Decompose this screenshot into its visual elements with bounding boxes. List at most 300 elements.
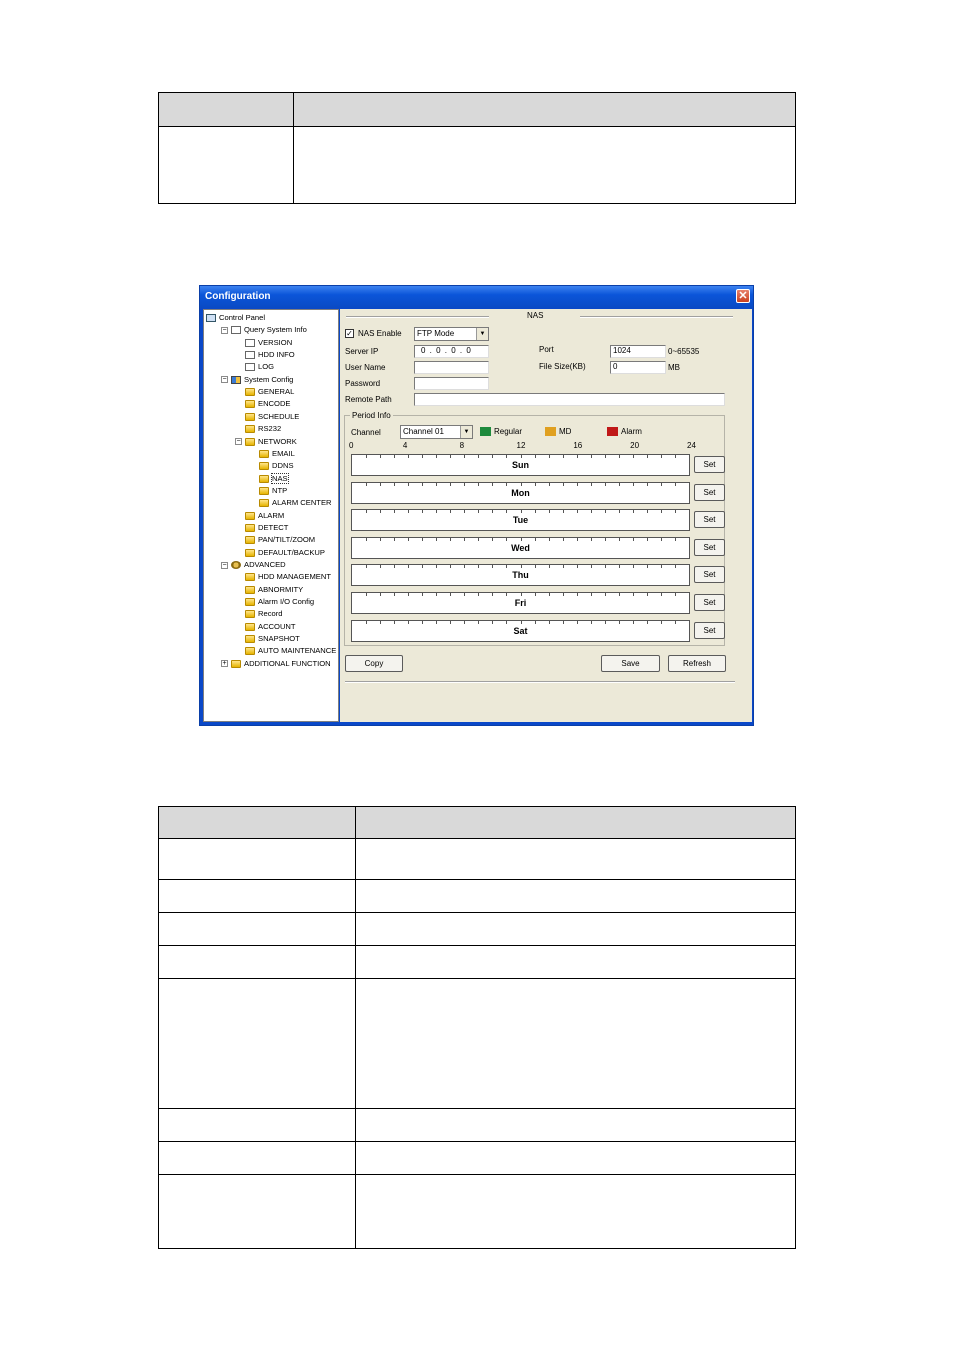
tree-item[interactable] (235, 621, 296, 633)
hour-tick (450, 455, 451, 458)
set-button[interactable]: Set (694, 456, 725, 473)
table-cell (159, 807, 356, 839)
hour-tick (478, 510, 479, 513)
hour-tick (366, 538, 367, 541)
set-button[interactable]: Set (694, 484, 725, 501)
mode-select[interactable] (414, 327, 489, 341)
hour-tick-label: 24 (687, 441, 696, 450)
day-label: Wed (511, 542, 530, 553)
hour-tick (436, 483, 437, 486)
hour-tick (619, 565, 620, 568)
tree-item-label: ALARM (258, 510, 285, 520)
folder-icon (245, 413, 255, 421)
tree-item-label: HDD MANAGEMENT (258, 572, 331, 582)
refresh-button[interactable]: Refresh (668, 655, 726, 672)
table-cell (159, 93, 294, 127)
hour-tick (478, 538, 479, 541)
hour-tick (549, 621, 550, 624)
tree-item[interactable] (249, 460, 294, 472)
edit-doc-icon (245, 339, 255, 347)
hour-tick (535, 621, 536, 624)
tree-item[interactable] (235, 411, 299, 423)
hour-tick (464, 565, 465, 568)
tree-item-label: Control Panel (219, 313, 266, 322)
day-schedule-bar[interactable] (351, 509, 690, 531)
hour-tick (450, 538, 451, 541)
tree-item[interactable] (249, 497, 332, 509)
hour-tick (605, 455, 606, 458)
edit-doc-icon (245, 363, 255, 371)
hour-tick (450, 483, 451, 486)
tree-item[interactable] (235, 337, 292, 349)
legend-swatch (545, 427, 556, 436)
set-button[interactable]: Set (694, 594, 725, 611)
filesize-label: File Size(KB) (539, 362, 586, 371)
hour-tick (450, 593, 451, 596)
hour-tick (521, 510, 522, 513)
hour-tick (647, 565, 648, 568)
hour-tick (577, 565, 578, 568)
hour-tick (549, 538, 550, 541)
hour-tick (492, 483, 493, 486)
hour-tick (464, 593, 465, 596)
table-row (159, 946, 796, 979)
section-title: NAS (527, 311, 544, 320)
tree-item[interactable] (235, 510, 284, 522)
hour-tick (380, 565, 381, 568)
hour-tick (492, 621, 493, 624)
hour-tick (633, 565, 634, 568)
collapse-icon[interactable]: − (222, 376, 227, 384)
hour-tick (408, 538, 409, 541)
folder-icon (259, 499, 269, 507)
hour-tick (366, 510, 367, 513)
table-cell (159, 839, 356, 880)
hour-tick (619, 593, 620, 596)
table-cell (356, 839, 796, 880)
legend-swatch (480, 427, 491, 436)
hour-tick (661, 565, 662, 568)
hour-tick (535, 538, 536, 541)
tree-item[interactable] (235, 645, 336, 657)
folder-icon (245, 549, 255, 557)
table-cell (159, 913, 356, 946)
folder-icon (245, 388, 255, 396)
table-cell (356, 946, 796, 979)
hour-tick (394, 510, 395, 513)
tree-item[interactable] (235, 386, 294, 398)
hour-tick (675, 565, 676, 568)
nas-settings-panel (340, 309, 752, 722)
tree-item[interactable] (235, 349, 295, 361)
hour-tick (633, 510, 634, 513)
day-label: Fri (514, 598, 527, 608)
hour-tick (675, 455, 676, 458)
hour-tick (605, 538, 606, 541)
hour-tick (647, 593, 648, 596)
hour-tick (549, 455, 550, 458)
username-field[interactable] (414, 361, 489, 374)
table-cell (356, 807, 796, 839)
tree-item[interactable] (235, 398, 291, 410)
hour-tick (450, 510, 451, 513)
hour-tick (619, 621, 620, 624)
hour-tick-label: 8 (459, 441, 465, 450)
table-cell (356, 1142, 796, 1175)
tree-item-label: AUTO MAINTENANCE (258, 646, 337, 656)
hour-tick (549, 593, 550, 596)
hour-tick (549, 565, 550, 568)
hour-tick (450, 565, 451, 568)
hour-tick (422, 565, 423, 568)
hour-tick (577, 593, 578, 596)
hour-tick (422, 621, 423, 624)
hour-tick-label: 0 (349, 441, 354, 450)
tree-item[interactable] (221, 658, 331, 670)
hour-tick (422, 455, 423, 458)
hour-tick (506, 538, 507, 541)
tree-item[interactable] (206, 312, 265, 324)
doc-table-top (158, 92, 796, 204)
close-icon: ✕ (738, 290, 748, 302)
tree-item[interactable] (249, 448, 295, 460)
mode-select-value: FTP Mode (417, 329, 455, 338)
nas-enable-label: NAS Enable (358, 329, 402, 338)
hour-tick (478, 455, 479, 458)
doc-table-bottom (158, 806, 796, 1249)
hour-tick (605, 565, 606, 568)
folder-icon (245, 425, 255, 433)
hour-tick (619, 455, 620, 458)
tree-item[interactable] (221, 374, 293, 386)
config-tree (203, 309, 339, 722)
table-cell (159, 880, 356, 913)
set-button[interactable]: Set (694, 539, 725, 556)
tree-item[interactable] (249, 473, 288, 485)
period-info-label: Period Info (352, 411, 391, 420)
hour-tick (675, 593, 676, 596)
hour-tick (563, 483, 564, 486)
hour-tick (591, 510, 592, 513)
hour-tick (380, 483, 381, 486)
tree-item-label: DDNS (272, 461, 294, 471)
folder-icon (245, 623, 255, 631)
tree-item[interactable] (235, 423, 281, 435)
hour-tick (675, 483, 676, 486)
hour-tick (535, 593, 536, 596)
table-cell (159, 127, 294, 204)
gears-icon (231, 561, 241, 569)
table-row (159, 1175, 796, 1249)
hour-tick (619, 483, 620, 486)
hour-tick (591, 565, 592, 568)
hour-tick (422, 538, 423, 541)
tree-item-label: HDD INFO (258, 350, 295, 360)
tree-item[interactable] (235, 534, 315, 546)
nas-enable-checkbox[interactable] (345, 329, 354, 338)
hour-tick (506, 483, 507, 486)
hour-tick (506, 455, 507, 458)
tree-item[interactable] (235, 608, 282, 620)
hour-tick-label: 20 (630, 441, 640, 450)
hour-tick (535, 455, 536, 458)
tree-item[interactable] (221, 324, 307, 336)
hour-tick (619, 538, 620, 541)
tree-item[interactable] (235, 633, 300, 645)
hour-tick (535, 483, 536, 486)
table-header-row (159, 807, 796, 839)
hour-tick (436, 510, 437, 513)
hour-tick (563, 510, 564, 513)
hour-tick (633, 538, 634, 541)
tree-item-label: ADVANCED (244, 560, 286, 569)
hour-tick (675, 510, 676, 513)
tree-item[interactable] (235, 436, 297, 448)
tree-item-label: RS232 (258, 424, 282, 434)
tree-item[interactable] (235, 571, 331, 583)
collapse-icon[interactable]: − (236, 438, 241, 445)
hour-tick (422, 510, 423, 513)
close-button[interactable] (736, 289, 750, 303)
folder-icon (245, 635, 255, 643)
day-schedule-bar[interactable] (351, 592, 690, 614)
hour-tick (506, 565, 507, 568)
tree-item-label: ENCODE (258, 399, 291, 409)
tree-item-label: ACCOUNT (258, 621, 296, 631)
hour-tick (408, 510, 409, 513)
hour-tick (478, 483, 479, 486)
hour-tick (591, 621, 592, 624)
hour-tick (506, 593, 507, 596)
hour-tick (605, 483, 606, 486)
tree-item-label: Record (258, 609, 283, 619)
hour-tick (647, 621, 648, 624)
hour-tick (563, 455, 564, 458)
legend-label: Alarm (621, 427, 642, 436)
hour-tick (661, 455, 662, 458)
table-header-row (159, 93, 796, 127)
hour-tick (591, 483, 592, 486)
tree-item-label: DETECT (258, 522, 289, 532)
table-cell (159, 1142, 356, 1175)
hour-tick (394, 565, 395, 568)
folder-icon (245, 598, 255, 606)
table-cell (159, 979, 356, 1109)
chevron-down-icon[interactable]: ▼ (476, 328, 488, 340)
folder-icon (259, 487, 269, 495)
hour-tick (591, 593, 592, 596)
table-cell (159, 1175, 356, 1249)
tree-item-label: PAN/TILT/ZOOM (258, 535, 316, 545)
table-row (159, 839, 796, 880)
set-button[interactable]: Set (694, 622, 725, 639)
hour-tick (492, 565, 493, 568)
computer-icon (206, 314, 216, 322)
hour-tick (591, 538, 592, 541)
hour-tick (366, 483, 367, 486)
copy-button[interactable]: Copy (345, 655, 403, 672)
hour-tick (492, 510, 493, 513)
hour-tick (577, 510, 578, 513)
day-schedule-bar[interactable] (351, 564, 690, 586)
tree-item-label: NAS (272, 473, 288, 483)
tree-item-label: SCHEDULE (258, 411, 300, 421)
tree-item[interactable] (235, 522, 288, 534)
hour-tick (549, 510, 550, 513)
hour-tick (661, 483, 662, 486)
folder-icon (245, 512, 255, 520)
day-schedule-bar[interactable] (351, 537, 690, 559)
hour-tick (436, 621, 437, 624)
set-button[interactable]: Set (694, 511, 725, 528)
hour-tick (478, 621, 479, 624)
table-cell (356, 880, 796, 913)
hour-tick (605, 510, 606, 513)
hour-tick (408, 593, 409, 596)
collapse-icon[interactable]: − (222, 326, 227, 334)
hour-tick (521, 538, 522, 541)
collapse-icon[interactable]: − (222, 561, 227, 569)
day-schedule-bar[interactable] (351, 482, 690, 504)
remote-path-field[interactable] (414, 393, 725, 406)
chevron-down-icon[interactable]: ▼ (460, 426, 472, 438)
tree-item-label: ADDITIONAL FUNCTION (244, 658, 331, 668)
edit-doc-icon (245, 351, 255, 359)
legend-label: Regular (494, 427, 523, 436)
hour-tick (563, 565, 564, 568)
day-schedule-bar[interactable] (351, 454, 690, 476)
hour-tick (647, 455, 648, 458)
tree-item[interactable] (235, 361, 274, 373)
password-label: Password (345, 379, 381, 388)
hour-tick (408, 483, 409, 486)
hour-tick (408, 621, 409, 624)
folder-icon (245, 400, 255, 408)
hour-tick (506, 510, 507, 513)
tree-item[interactable] (249, 485, 287, 497)
hour-tick (563, 621, 564, 624)
filesize-field[interactable]: 0 (610, 361, 666, 374)
hour-tick (619, 510, 620, 513)
expand-icon[interactable]: + (222, 660, 227, 668)
hour-tick (521, 593, 522, 596)
hour-tick (591, 455, 592, 458)
tree-item-label: Alarm I/O Config (258, 597, 315, 607)
day-label: Mon (511, 487, 530, 498)
hour-tick (436, 455, 437, 458)
filesize-unit: MB (668, 363, 680, 372)
table-cell (294, 93, 796, 127)
hour-tick (394, 621, 395, 624)
tree-item-label: DEFAULT/BACKUP (258, 547, 325, 557)
save-button[interactable]: Save (601, 655, 660, 672)
port-field[interactable]: 1024 (610, 345, 666, 358)
hour-tick (380, 455, 381, 458)
hour-tick (366, 455, 367, 458)
password-field[interactable] (414, 377, 489, 390)
folder-icon (245, 586, 255, 594)
hour-tick (563, 538, 564, 541)
table-cell (159, 1109, 356, 1142)
legend-swatch (607, 427, 618, 436)
hour-tick (647, 510, 648, 513)
channel-select-value: Channel 01 (403, 427, 444, 436)
port-label: Port (539, 345, 554, 354)
tree-item[interactable] (235, 547, 325, 559)
hour-tick (408, 455, 409, 458)
hour-tick (577, 538, 578, 541)
table-cell (356, 1109, 796, 1142)
tree-item[interactable] (221, 559, 286, 571)
hour-tick (464, 510, 465, 513)
tree-item[interactable] (235, 584, 303, 596)
divider (346, 316, 489, 318)
tree-item-label: NETWORK (258, 436, 297, 446)
hour-tick-label: 12 (516, 441, 526, 450)
hour-tick (478, 565, 479, 568)
folder-icon (245, 524, 255, 532)
table-cell (356, 979, 796, 1109)
set-button[interactable]: Set (694, 566, 725, 583)
day-schedule-bar[interactable] (351, 620, 690, 642)
hour-tick (521, 455, 522, 458)
edit-doc-icon (231, 326, 241, 334)
hour-tick (436, 593, 437, 596)
system-config-icon (231, 376, 241, 384)
hour-tick (492, 538, 493, 541)
channel-label: Channel (351, 428, 381, 437)
tree-item[interactable] (235, 596, 314, 608)
table-row (159, 979, 796, 1109)
table-row (159, 880, 796, 913)
hour-tick (549, 483, 550, 486)
hour-tick (521, 483, 522, 486)
channel-select[interactable] (400, 425, 473, 439)
tree-item-label: SNAPSHOT (258, 634, 300, 644)
hour-tick (633, 593, 634, 596)
day-label: Thu (512, 570, 529, 581)
folder-icon (245, 438, 255, 446)
hour-tick (577, 455, 578, 458)
hour-tick (661, 510, 662, 513)
hour-tick (605, 593, 606, 596)
folder-icon (245, 647, 255, 655)
hour-tick (661, 593, 662, 596)
hour-tick (492, 593, 493, 596)
tree-item-label: System Config (244, 374, 294, 384)
folder-icon (259, 450, 269, 458)
hour-tick (464, 455, 465, 458)
tree-item-label: EMAIL (272, 448, 295, 458)
title-bar[interactable] (200, 286, 753, 308)
hour-tick (380, 621, 381, 624)
server-ip-field[interactable]: 0 . 0 . 0 . 0 (414, 345, 489, 358)
hour-tick (661, 538, 662, 541)
hour-tick-label: 16 (573, 441, 583, 450)
folder-icon (231, 660, 241, 668)
port-range-text: 0~65535 (668, 347, 700, 356)
hour-tick (577, 483, 578, 486)
hour-tick (633, 455, 634, 458)
hour-tick (366, 565, 367, 568)
hour-tick (464, 621, 465, 624)
table-cell (356, 913, 796, 946)
hour-tick (408, 565, 409, 568)
hour-tick (661, 621, 662, 624)
folder-icon (245, 610, 255, 618)
server-ip-label: Server IP (345, 347, 379, 356)
check-icon: ✓ (346, 329, 353, 338)
